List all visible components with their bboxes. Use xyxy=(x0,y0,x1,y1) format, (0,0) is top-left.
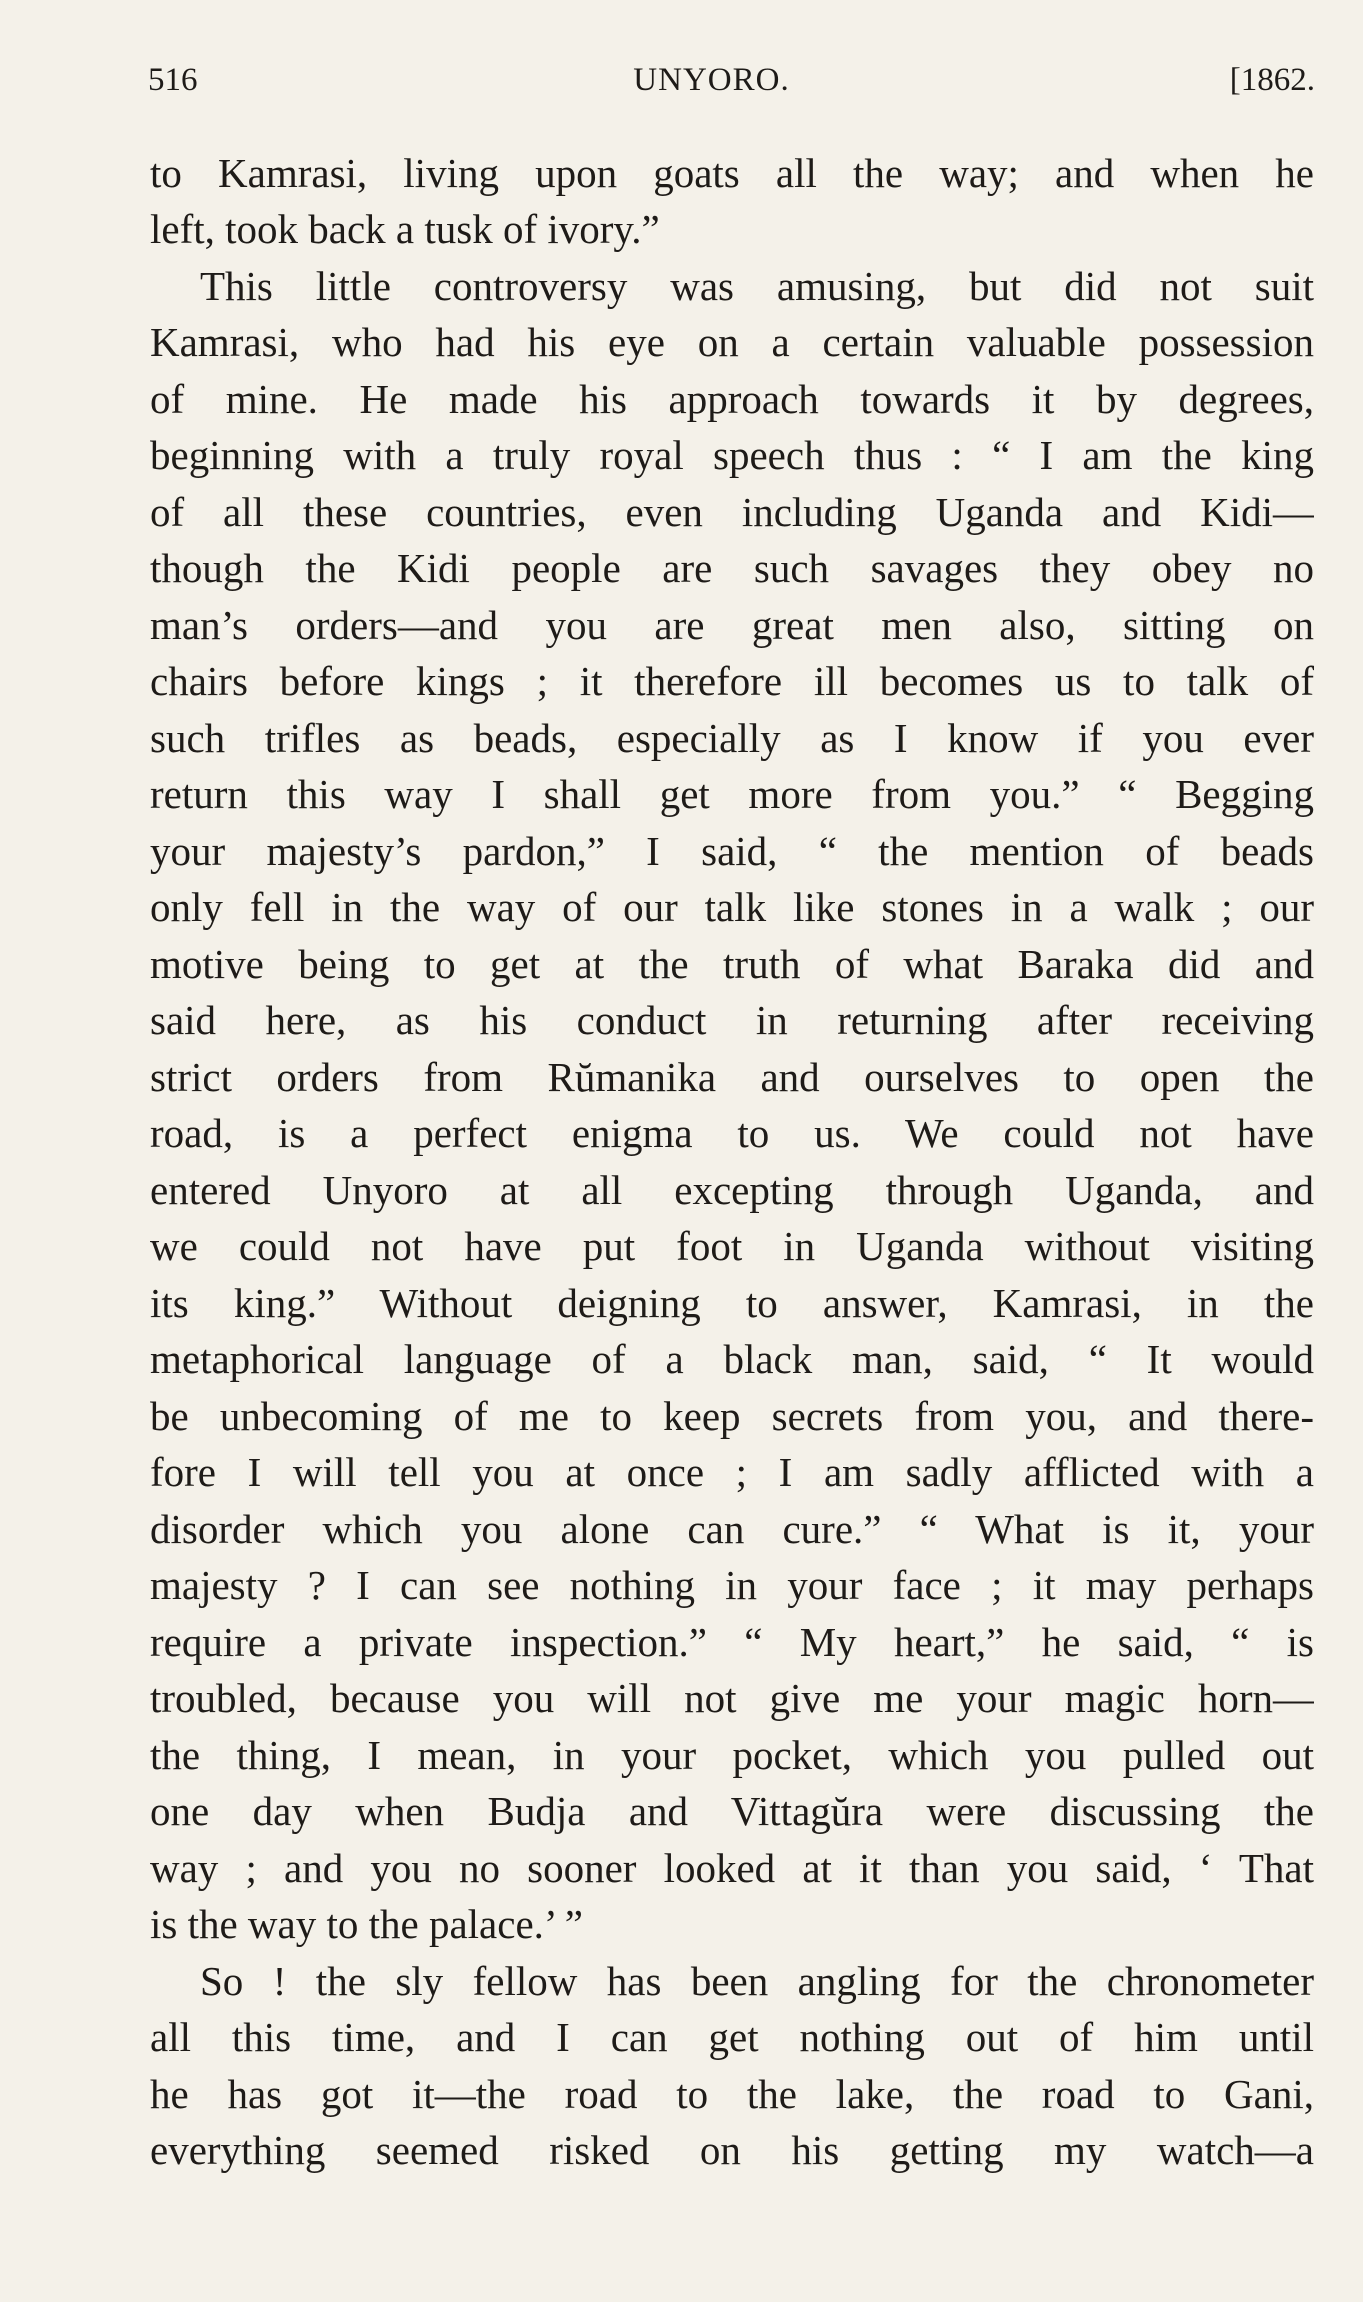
text-line: require a private inspection.” “ My heart,” he said, “ is xyxy=(150,1619,1314,1665)
text-line: This little controversy was amusing, but did not suit xyxy=(200,263,1314,309)
text-line: beginning with a truly royal speech thus : “ I am the king xyxy=(150,432,1314,478)
page-number: 516 xyxy=(148,62,198,98)
text-line: entered Unyoro at all excepting through Uganda, and xyxy=(150,1167,1314,1213)
running-title: UNYORO. xyxy=(633,62,790,98)
text-line: disorder which you alone can cure.” “ What is it, your xyxy=(150,1506,1314,1552)
text-line: metaphorical language of a black man, said, “ It would xyxy=(150,1336,1314,1382)
text-line: Kamrasi, who had his eye on a certain valuable possession xyxy=(150,319,1314,365)
text-line: only fell in the way of our talk like stones in a walk ; our xyxy=(150,884,1314,930)
text-line: its king.” Without deigning to answer, Kamrasi, in the xyxy=(150,1280,1314,1326)
text-line: the thing, I mean, in your pocket, which you pulled out xyxy=(150,1732,1314,1778)
text-line: fore I will tell you at once ; I am sadly afflicted with a xyxy=(150,1449,1314,1495)
text-line: though the Kidi people are such savages they obey no xyxy=(150,545,1314,591)
text-line: we could not have put foot in Uganda without visiting xyxy=(150,1223,1314,1269)
text-line: chairs before kings ; it therefore ill becomes us to talk of xyxy=(150,658,1314,704)
text-line: troubled, because you will not give me your magic horn— xyxy=(150,1675,1314,1721)
text-line: said here, as his conduct in returning after receiving xyxy=(150,997,1314,1043)
text-line: of all these countries, even including Uganda and Kidi— xyxy=(150,489,1314,535)
page-header xyxy=(148,62,1315,112)
header-year: [1862. xyxy=(1229,62,1315,98)
text-line: way ; and you no sooner looked at it than you said, ‘ That xyxy=(150,1845,1314,1891)
text-line: of mine. He made his approach towards it by degrees, xyxy=(150,376,1314,422)
text-line: everything seemed risked on his getting my watch—a xyxy=(150,2127,1314,2173)
text-line: all this time, and I can get nothing out of him until xyxy=(150,2014,1314,2060)
text-line: is the way to the palace.’ ” xyxy=(150,1901,583,1947)
text-line: one day when Budja and Vittagŭra were discussing the xyxy=(150,1788,1314,1834)
text-line: such trifles as beads, especially as I know if you ever xyxy=(150,715,1314,761)
text-line: man’s orders—and you are great men also, sitting on xyxy=(150,602,1314,648)
text-line: to Kamrasi, living upon goats all the way; and when he xyxy=(150,150,1314,196)
text-line: motive being to get at the truth of what Baraka did and xyxy=(150,941,1314,987)
text-line: be unbecoming of me to keep secrets from you, and there- xyxy=(150,1393,1314,1439)
text-line: return this way I shall get more from you.” “ Begging xyxy=(150,771,1314,817)
text-line: he has got it—the road to the lake, the road to Gani, xyxy=(150,2071,1314,2117)
text-line: road, is a perfect enigma to us. We could not have xyxy=(150,1110,1314,1156)
text-line: strict orders from Rŭmanika and ourselves to open the xyxy=(150,1054,1314,1100)
text-line: left, took back a tusk of ivory.” xyxy=(150,206,660,252)
text-line: your majesty’s pardon,” I said, “ the mention of beads xyxy=(150,828,1314,874)
text-line: majesty ? I can see nothing in your face ; it may perhaps xyxy=(150,1562,1314,1608)
text-line: So ! the sly fellow has been angling for the chronometer xyxy=(200,1958,1314,2004)
